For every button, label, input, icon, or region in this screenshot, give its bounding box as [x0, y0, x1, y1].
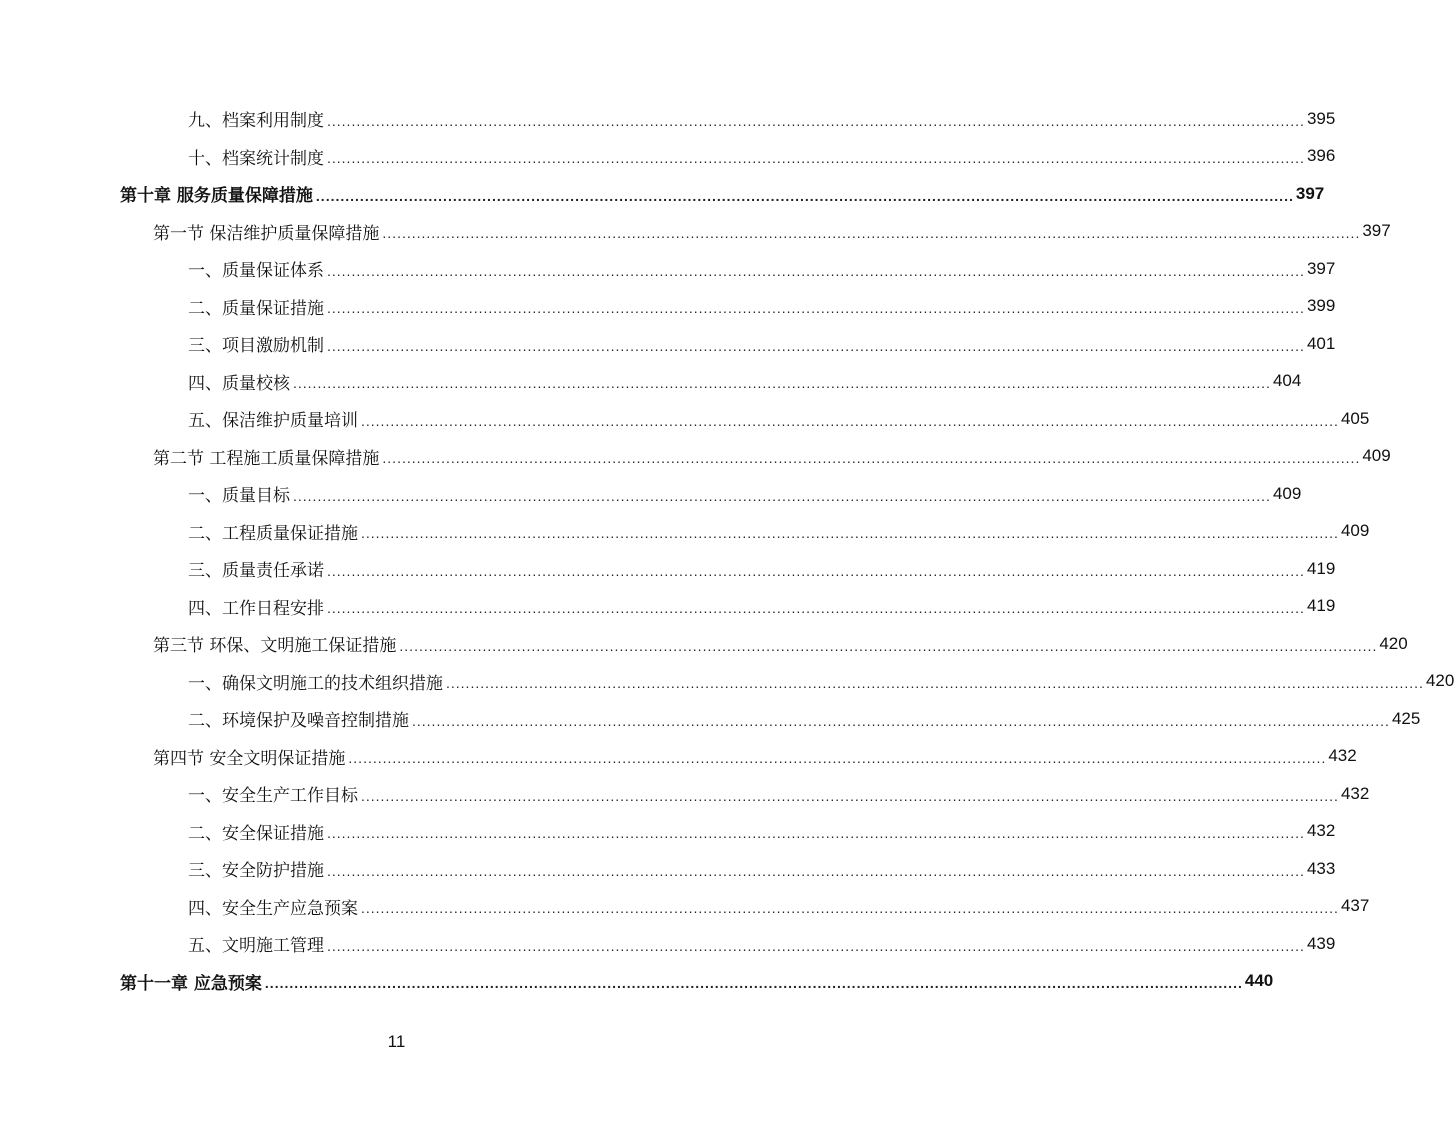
toc-entry-item[interactable]: [0, 288, 1336, 326]
toc-entry-item[interactable]: [0, 250, 1336, 288]
toc-entry-item[interactable]: [0, 588, 1336, 626]
toc-dot-leader: ........................................................................................................................................................................................................: [327, 112, 1305, 129]
toc-dot-leader: ........................................................................................................................................................................................................: [293, 375, 1271, 392]
toc-entry-page: 397: [1362, 221, 1391, 241]
toc-entry-page: 397: [1295, 183, 1325, 203]
toc-entry-page: 401: [1306, 333, 1336, 353]
toc-entry-item[interactable]: [0, 400, 1370, 438]
toc-entry-item[interactable]: [0, 325, 1336, 363]
toc-entry-section[interactable]: [0, 213, 1391, 251]
toc-entry-item[interactable]: [0, 513, 1370, 551]
toc-entry-item[interactable]: [0, 813, 1336, 851]
toc-dot-leader: ........................................................................................................................................................................................................: [264, 975, 1243, 992]
toc-entry-page: 440: [1244, 971, 1274, 991]
toc-entry-page: 437: [1340, 896, 1370, 916]
toc-dot-leader: ........................................................................................................................................................................................................: [327, 825, 1305, 842]
toc-entry-label: 第二节 工程施工质量保障措施: [153, 444, 382, 469]
toc-entry-label: 三、质量责任承诺: [188, 556, 327, 581]
toc-dot-leader: ........................................................................................................................................................................................................: [361, 900, 1339, 917]
toc-entry-item[interactable]: [0, 475, 1302, 513]
toc-entry-page: 420: [1379, 633, 1408, 653]
toc-dot-leader: ........................................................................................................................................................................................................: [361, 525, 1339, 542]
toc-entry-label: 一、确保文明施工的技术组织措施: [188, 669, 446, 694]
toc-dot-leader: ........................................................................................................................................................................................................: [293, 487, 1271, 504]
toc-dot-leader: ........................................................................................................................................................................................................: [382, 450, 1361, 467]
toc-entry-item[interactable]: [0, 925, 1336, 963]
toc-dot-leader: ........................................................................................................................................................................................................: [446, 675, 1424, 692]
toc-dot-leader: ........................................................................................................................................................................................................: [327, 262, 1305, 279]
toc-entry-label: 第十一章 应急预案: [120, 969, 265, 994]
toc-entry-page: 409: [1362, 446, 1391, 466]
toc-entry-page: 419: [1306, 558, 1336, 578]
toc-dot-leader: ........................................................................................................................................................................................................: [361, 787, 1339, 804]
toc-dot-leader: ........................................................................................................................................................................................................: [348, 750, 1327, 767]
toc-entry-page: 425: [1391, 708, 1421, 728]
toc-entry-label: 十、档案统计制度: [188, 144, 327, 169]
toc-entry-label: 一、安全生产工作目标: [188, 781, 361, 806]
toc-entry-label: 二、环境保护及噪音控制措施: [188, 706, 412, 731]
toc-entry-label: 四、工作日程安排: [188, 594, 327, 619]
toc-entry-item[interactable]: [0, 888, 1370, 926]
toc-entry-label: 四、质量校核: [188, 369, 293, 394]
toc-entry-page: 404: [1272, 371, 1302, 391]
toc-entry-page: 405: [1340, 408, 1370, 428]
toc-dot-leader: ........................................................................................................................................................................................................: [399, 637, 1378, 654]
toc-entry-page: 432: [1340, 783, 1370, 803]
toc-entry-item[interactable]: [0, 850, 1336, 888]
toc-dot-leader: ........................................................................................................................................................................................................: [382, 225, 1361, 242]
toc-entry-item[interactable]: [0, 550, 1336, 588]
toc-dot-leader: ........................................................................................................................................................................................................: [327, 600, 1305, 617]
toc-entry-section[interactable]: [0, 738, 1357, 776]
toc-entry-item[interactable]: [0, 775, 1370, 813]
toc-entry-label: 二、质量保证措施: [188, 294, 327, 319]
toc-entry-label: 四、安全生产应急预案: [188, 894, 361, 919]
toc-entry-label: 第十章 服务质量保障措施: [120, 181, 316, 206]
toc-entry-page: 433: [1306, 858, 1336, 878]
toc-entry-page: 399: [1306, 296, 1336, 316]
toc-entry-page: 395: [1306, 108, 1336, 128]
toc-entry-item[interactable]: [0, 138, 1336, 176]
toc-entry-label: 二、安全保证措施: [188, 819, 327, 844]
toc-entry-page: 409: [1340, 521, 1370, 541]
toc-entry-item[interactable]: [0, 700, 1421, 738]
toc-entry-page: 419: [1306, 596, 1336, 616]
toc-entry-item[interactable]: [0, 663, 1454, 701]
toc-dot-leader: ........................................................................................................................................................................................................: [412, 712, 1390, 729]
toc-entry-item[interactable]: [0, 363, 1302, 401]
toc-entry-label: 二、工程质量保证措施: [188, 519, 361, 544]
toc-dot-leader: ........................................................................................................................................................................................................: [315, 187, 1294, 204]
toc-entry-label: 第三节 环保、文明施工保证措施: [153, 631, 399, 656]
toc-dot-leader: ........................................................................................................................................................................................................: [327, 150, 1305, 167]
toc-entry-label: 一、质量保证体系: [188, 256, 327, 281]
toc-entry-page: 432: [1328, 746, 1357, 766]
toc-dot-leader: ........................................................................................................................................................................................................: [327, 337, 1305, 354]
toc-entry-label: 第四节 安全文明保证措施: [153, 744, 348, 769]
page-number: 11: [387, 1032, 406, 1051]
toc-dot-leader: ........................................................................................................................................................................................................: [327, 562, 1305, 579]
toc-entry-page: 397: [1306, 258, 1336, 278]
toc-dot-leader: ........................................................................................................................................................................................................: [327, 937, 1305, 954]
toc-dot-leader: ........................................................................................................................................................................................................: [327, 300, 1305, 317]
toc-entry-page: 409: [1272, 483, 1302, 503]
toc-dot-leader: ........................................................................................................................................................................................................: [361, 412, 1339, 429]
toc-entry-label: 九、档案利用制度: [188, 106, 327, 131]
toc-entry-page: 439: [1306, 933, 1336, 953]
toc-dot-leader: ........................................................................................................................................................................................................: [327, 862, 1305, 879]
toc-entry-page: 432: [1306, 821, 1336, 841]
toc-entry-section[interactable]: [0, 625, 1408, 663]
toc-entry-label: 五、文明施工管理: [188, 931, 327, 956]
table-of-contents: [0, 100, 1454, 1000]
toc-entry-label: 三、项目激励机制: [188, 331, 327, 356]
toc-entry-label: 三、安全防护措施: [188, 856, 327, 881]
toc-entry-label: 第一节 保洁维护质量保障措施: [153, 219, 382, 244]
toc-entry-label: 五、保洁维护质量培训: [188, 406, 361, 431]
toc-entry-page: 420: [1425, 671, 1454, 691]
toc-entry-chapter[interactable]: [0, 175, 1325, 213]
toc-entry-chapter[interactable]: [0, 963, 1274, 1001]
toc-entry-page: 396: [1306, 146, 1336, 166]
toc-entry-section[interactable]: [0, 438, 1391, 476]
toc-entry-item[interactable]: [0, 100, 1336, 138]
toc-entry-label: 一、质量目标: [188, 481, 293, 506]
